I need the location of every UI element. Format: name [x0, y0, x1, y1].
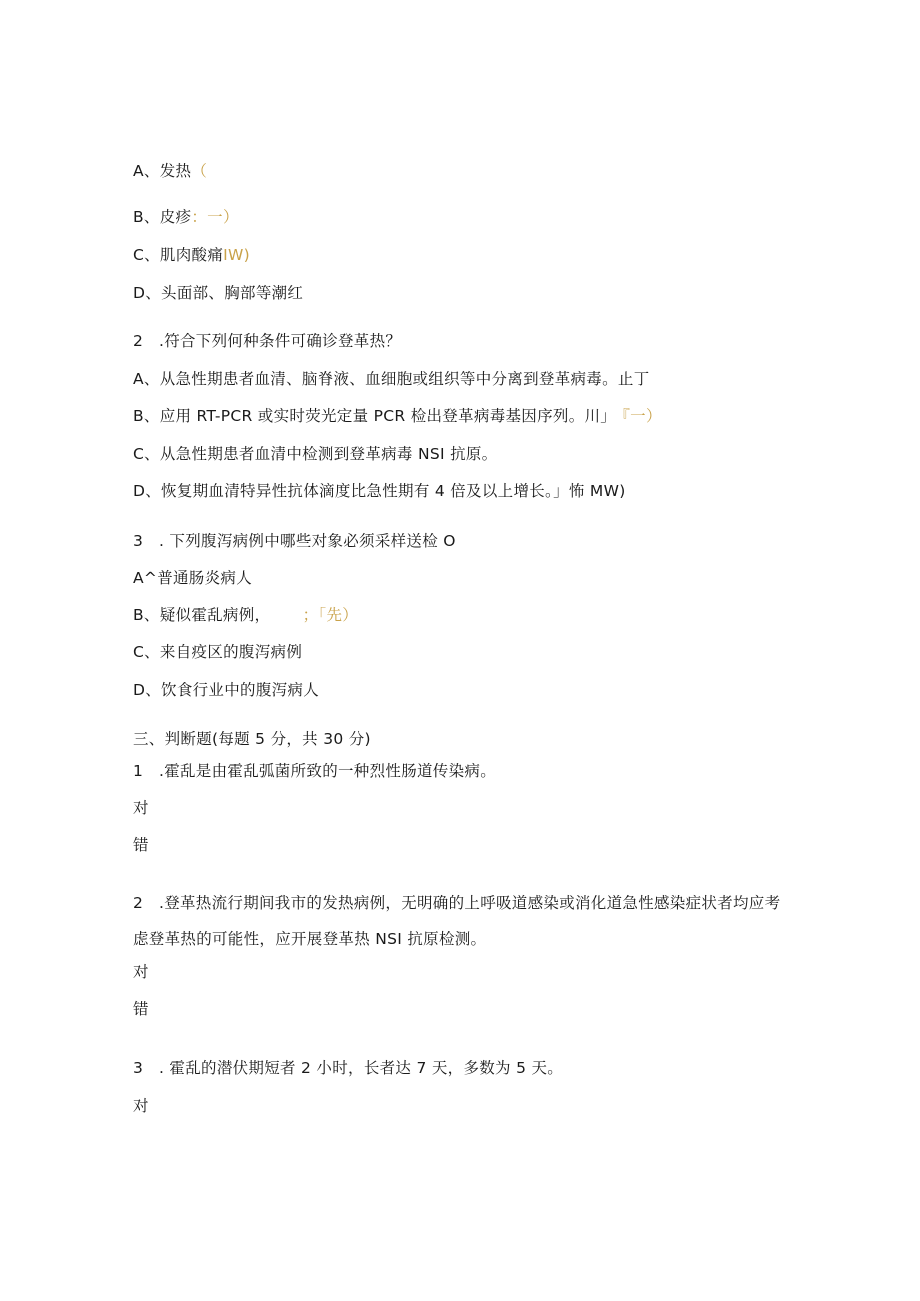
- tf-item-1-true-option[interactable]: 对: [133, 799, 149, 817]
- tf-item-1-false-option[interactable]: 错: [133, 836, 149, 854]
- q2-option-b: [133, 406, 662, 426]
- tf-item-2-false-option[interactable]: 错: [133, 1000, 149, 1018]
- option-text: B、皮疹: [133, 208, 192, 226]
- q3-option-b: [133, 605, 358, 625]
- tf-item-3-true-option[interactable]: 对: [133, 1097, 149, 1115]
- q1-option-c: [133, 245, 250, 265]
- tf-item-2-true-option[interactable]: 对: [133, 963, 149, 981]
- handwritten-mark: （: [191, 162, 208, 180]
- option-text: B、疑似霍乱病例，: [133, 606, 263, 624]
- q2-option-a: A、从急性期患者血清、脑脊液、血细胞或组织等中分离到登革病毒。止丁: [133, 370, 650, 388]
- tf-item-1-stem: 1 .霍乱是由霍乱弧菌所致的一种烈性肠道传染病。: [133, 762, 496, 780]
- section-heading: 三、判断题(每题 5 分，共 30 分): [133, 730, 371, 748]
- q1-option-b: [133, 207, 239, 227]
- q2-stem: 2 .符合下列何种条件可确诊登革热？: [133, 332, 402, 350]
- q1-option-a: [133, 161, 207, 181]
- option-text: A、发热: [133, 162, 192, 180]
- q2-option-c: C、从急性期患者血清中检测到登革病毒 NSI 抗原。: [133, 445, 498, 463]
- tf-item-2-stem: 2 .登革热流行期间我市的发热病例，无明确的上呼吸道感染或消化道急性感染症状者均应考虑登革热的可能性，应开展登革热 NSI 抗原检测。: [133, 894, 781, 948]
- handwritten-mark: IW): [223, 246, 250, 264]
- q3-stem: 3 . 下列腹泻病例中哪些对象必须采样送检 O: [133, 532, 456, 550]
- option-text: B、应用 RT-PCR 或实时荧光定量 PCR 检出登革病毒基因序列。川」: [133, 407, 617, 425]
- handwritten-mark: ；「先）: [302, 606, 359, 624]
- q3-option-a: A^普通肠炎病人: [133, 569, 252, 587]
- option-text: C、肌肉酸痛: [133, 246, 224, 264]
- handwritten-mark: ：一）: [191, 208, 239, 226]
- q2-option-d: D、恢复期血清特异性抗体滴度比急性期有 4 倍及以上增长。」怖 MW): [133, 482, 626, 500]
- handwritten-mark: 『一）: [622, 407, 662, 425]
- q3-option-d: D、饮食行业中的腹泻病人: [133, 681, 320, 699]
- q3-option-c: C、来自疫区的腹泻病例: [133, 643, 303, 661]
- q1-option-d: D、头面部、胸部等潮红: [133, 284, 304, 302]
- tf-item-3-stem: 3 . 霍乱的潜伏期短者 2 小时，长者达 7 天，多数为 5 天。: [133, 1059, 564, 1077]
